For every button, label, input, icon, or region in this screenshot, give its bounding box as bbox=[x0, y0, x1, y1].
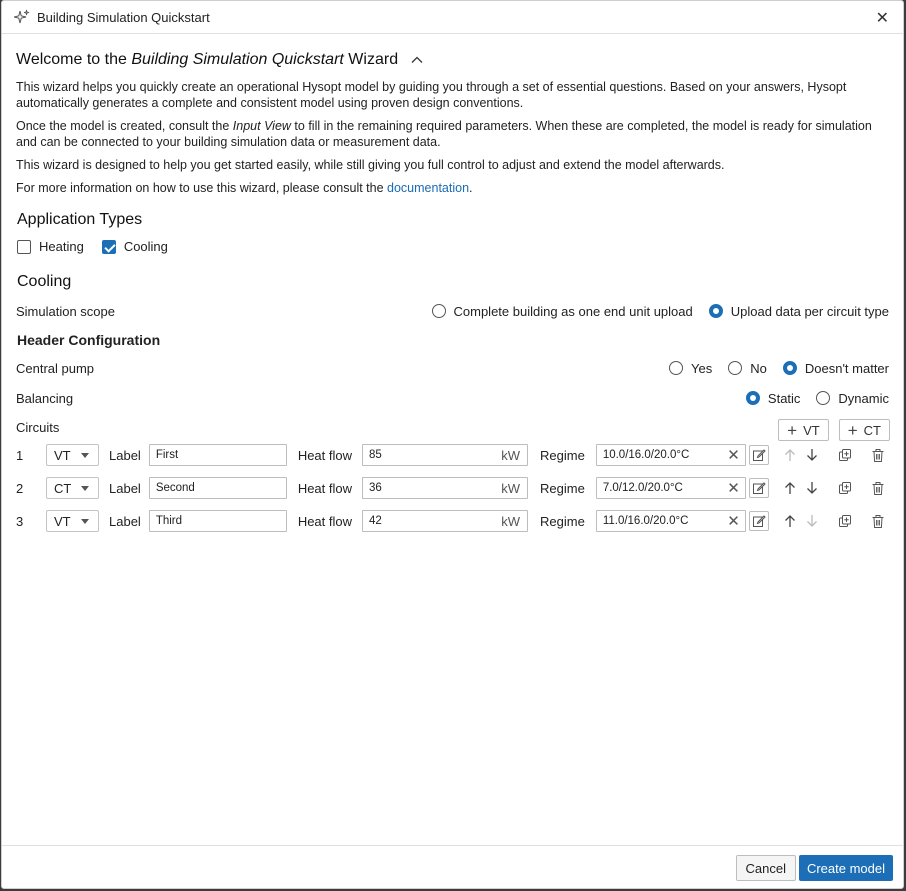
move-down-icon[interactable] bbox=[803, 445, 821, 465]
chevron-down-icon bbox=[81, 519, 89, 524]
heat-flow-unit: kW bbox=[501, 448, 521, 463]
clear-icon[interactable]: ✕ bbox=[727, 447, 740, 464]
add-ct-label: CT bbox=[863, 422, 881, 438]
edit-regime-button[interactable] bbox=[749, 511, 769, 531]
p2-post: to fill in the remaining required parameters. When these are completed, the model is ready for simulation and can be connected to your building simulation data or measurement data. bbox=[16, 119, 872, 149]
duplicate-icon[interactable] bbox=[836, 511, 854, 531]
heating-checkbox-box[interactable] bbox=[17, 240, 31, 254]
cancel-button[interactable]: Cancel bbox=[736, 855, 796, 881]
heat-flow-unit: kW bbox=[501, 514, 521, 529]
scope-option-label: Complete building as one end unit upload bbox=[453, 303, 693, 319]
heatflow-field-label: Heat flow bbox=[297, 513, 353, 529]
heating-checkbox[interactable] bbox=[17, 239, 84, 254]
scope-radio-per-circuit[interactable] bbox=[709, 304, 723, 318]
heat-flow-value: 36 bbox=[369, 482, 382, 494]
pump-option-yes[interactable] bbox=[669, 361, 712, 376]
heat-flow-input[interactable] bbox=[362, 477, 528, 499]
regime-value: 7.0/12.0/20.0°C bbox=[602, 482, 683, 494]
p4-post: . bbox=[469, 181, 473, 195]
simulation-scope-row bbox=[16, 302, 889, 320]
add-vt-label: VT bbox=[803, 422, 820, 438]
circuit-type-value: VT bbox=[54, 513, 71, 529]
heat-flow-value: 85 bbox=[369, 449, 382, 461]
circuit-row bbox=[16, 510, 889, 532]
control-paragraph: This wizard is designed to help you get started easily, while still giving you full control to adjust and extend the model afterwards. bbox=[16, 158, 725, 172]
balancing-radio-static[interactable] bbox=[746, 391, 760, 405]
regime-field-label: Regime bbox=[540, 513, 585, 529]
regime-value: 10.0/16.0/20.0°C bbox=[602, 449, 690, 461]
chevron-up-icon[interactable] bbox=[410, 53, 424, 67]
delete-icon[interactable] bbox=[869, 511, 887, 531]
circuit-number: 2 bbox=[16, 480, 24, 496]
pump-option-label: Yes bbox=[691, 360, 713, 376]
circuits-label: Circuits bbox=[16, 420, 60, 435]
circuit-label-input[interactable] bbox=[149, 444, 287, 466]
balancing-option-label: Static bbox=[767, 390, 801, 406]
chevron-down-icon bbox=[81, 486, 89, 491]
circuit-label-input[interactable] bbox=[149, 510, 287, 532]
label-field-label: Label bbox=[109, 447, 141, 463]
regime-field-label: Regime bbox=[540, 480, 585, 496]
circuit-type-value: CT bbox=[54, 480, 72, 496]
regime-input[interactable] bbox=[596, 477, 746, 499]
regime-value: 11.0/16.0/20.0°C bbox=[602, 515, 689, 527]
welcome-heading bbox=[16, 50, 889, 70]
plus-icon: + bbox=[787, 420, 798, 440]
documentation-link[interactable]: documentation bbox=[387, 181, 470, 195]
heat-flow-input[interactable] bbox=[362, 444, 528, 466]
clear-icon[interactable]: ✕ bbox=[727, 480, 740, 497]
delete-icon[interactable] bbox=[869, 445, 887, 465]
edit-icon bbox=[752, 481, 766, 495]
circuits-header-row bbox=[16, 418, 889, 442]
sparkle-icon bbox=[14, 9, 30, 25]
edit-icon bbox=[752, 514, 766, 528]
title-bar bbox=[2, 1, 903, 34]
central-pump-label: Central pump bbox=[16, 360, 95, 376]
balancing-radio-dynamic[interactable] bbox=[816, 391, 830, 405]
heat-flow-unit: kW bbox=[501, 481, 521, 496]
plus-icon: + bbox=[847, 420, 858, 440]
window-title: Building Simulation Quickstart bbox=[37, 9, 210, 25]
duplicate-icon[interactable] bbox=[836, 445, 854, 465]
scope-option-label: Upload data per circuit type bbox=[730, 303, 889, 319]
p2-pre: Once the model is created, consult the bbox=[16, 119, 233, 133]
label-field-label: Label bbox=[109, 513, 141, 529]
edit-regime-button[interactable] bbox=[749, 445, 769, 465]
balancing-label: Balancing bbox=[16, 390, 74, 406]
move-down-icon[interactable] bbox=[803, 511, 821, 531]
circuit-label-value: Second bbox=[155, 482, 195, 494]
central-pump-row bbox=[16, 359, 889, 377]
circuit-row bbox=[16, 477, 889, 499]
welcome-wizard-name: Building Simulation Quickstart bbox=[131, 51, 344, 68]
regime-input[interactable] bbox=[596, 444, 746, 466]
pump-radio-yes[interactable] bbox=[669, 361, 683, 375]
clear-icon[interactable]: ✕ bbox=[727, 513, 740, 530]
welcome-prefix: Welcome to the bbox=[16, 51, 132, 68]
simulation-scope-label: Simulation scope bbox=[16, 303, 115, 319]
cooling-checkbox-box[interactable] bbox=[102, 240, 116, 254]
cooling-heading: Cooling bbox=[17, 273, 72, 290]
circuit-label-input[interactable] bbox=[149, 477, 287, 499]
quickstart-dialog bbox=[1, 0, 904, 889]
pump-radio-no[interactable] bbox=[728, 361, 742, 375]
dialog-footer bbox=[2, 845, 903, 888]
header-configuration-heading: Header Configuration bbox=[17, 332, 161, 348]
documentation-paragraph bbox=[16, 180, 889, 196]
input-view-paragraph bbox=[16, 118, 889, 150]
label-field-label: Label bbox=[109, 480, 141, 496]
close-icon[interactable]: ✕ bbox=[875, 10, 889, 27]
scope-option-per-circuit[interactable] bbox=[709, 304, 889, 319]
add-ct-button[interactable] bbox=[839, 419, 890, 441]
circuit-type-value: VT bbox=[54, 447, 71, 463]
heatflow-field-label: Heat flow bbox=[297, 480, 353, 496]
pump-option-label: No bbox=[750, 360, 767, 376]
duplicate-icon[interactable] bbox=[836, 478, 854, 498]
scope-radio-complete[interactable] bbox=[432, 304, 446, 318]
regime-field-label: Regime bbox=[540, 447, 585, 463]
scope-option-complete-building[interactable] bbox=[432, 304, 693, 319]
add-vt-button[interactable] bbox=[778, 419, 829, 441]
application-types-heading: Application Types bbox=[17, 211, 143, 228]
pump-option-no[interactable] bbox=[728, 361, 767, 376]
circuit-label-value: First bbox=[155, 449, 179, 461]
heat-flow-input[interactable] bbox=[362, 510, 528, 532]
circuit-number: 3 bbox=[16, 513, 24, 529]
edit-icon bbox=[752, 448, 766, 462]
intro-paragraph: This wizard helps you quickly create an operational Hysopt model by guiding you through a set of essential questions. Based on your answers, Hysopt automatically generates a complete and consistent model using proven design conventions. bbox=[16, 80, 847, 110]
balancing-option-label: Dynamic bbox=[838, 390, 889, 406]
move-up-icon[interactable] bbox=[781, 478, 799, 498]
circuit-row bbox=[16, 444, 889, 466]
welcome-suffix: Wizard bbox=[343, 51, 399, 68]
circuit-type-select[interactable] bbox=[46, 477, 99, 499]
move-down-icon[interactable] bbox=[803, 478, 821, 498]
edit-regime-button[interactable] bbox=[749, 478, 769, 498]
circuit-type-select[interactable] bbox=[46, 444, 99, 466]
circuit-number: 1 bbox=[16, 447, 24, 463]
heating-label: Heating bbox=[39, 239, 84, 254]
wizard-content bbox=[16, 34, 889, 796]
chevron-down-icon bbox=[81, 453, 89, 458]
move-up-icon[interactable] bbox=[781, 511, 799, 531]
cooling-label: Cooling bbox=[123, 239, 168, 254]
heat-flow-value: 42 bbox=[369, 515, 382, 527]
pump-radio-doesnt-matter[interactable] bbox=[783, 361, 797, 375]
cooling-checkbox[interactable] bbox=[102, 239, 168, 254]
move-up-icon[interactable] bbox=[781, 445, 799, 465]
p4-pre: For more information on how to use this wizard, please consult the bbox=[16, 181, 388, 195]
pump-option-label: Doesn't matter bbox=[804, 360, 889, 376]
circuit-type-select[interactable] bbox=[46, 510, 99, 532]
balancing-option-dynamic[interactable] bbox=[816, 391, 889, 406]
create-model-button[interactable]: Create model bbox=[799, 855, 893, 881]
balancing-row bbox=[16, 389, 889, 407]
p2-input-view: Input View bbox=[232, 119, 291, 133]
balancing-option-static[interactable] bbox=[746, 391, 801, 406]
pump-option-doesnt-matter[interactable] bbox=[783, 361, 889, 376]
circuit-label-value: Third bbox=[155, 515, 183, 527]
regime-input[interactable] bbox=[596, 510, 746, 532]
heatflow-field-label: Heat flow bbox=[297, 447, 353, 463]
delete-icon[interactable] bbox=[869, 478, 887, 498]
